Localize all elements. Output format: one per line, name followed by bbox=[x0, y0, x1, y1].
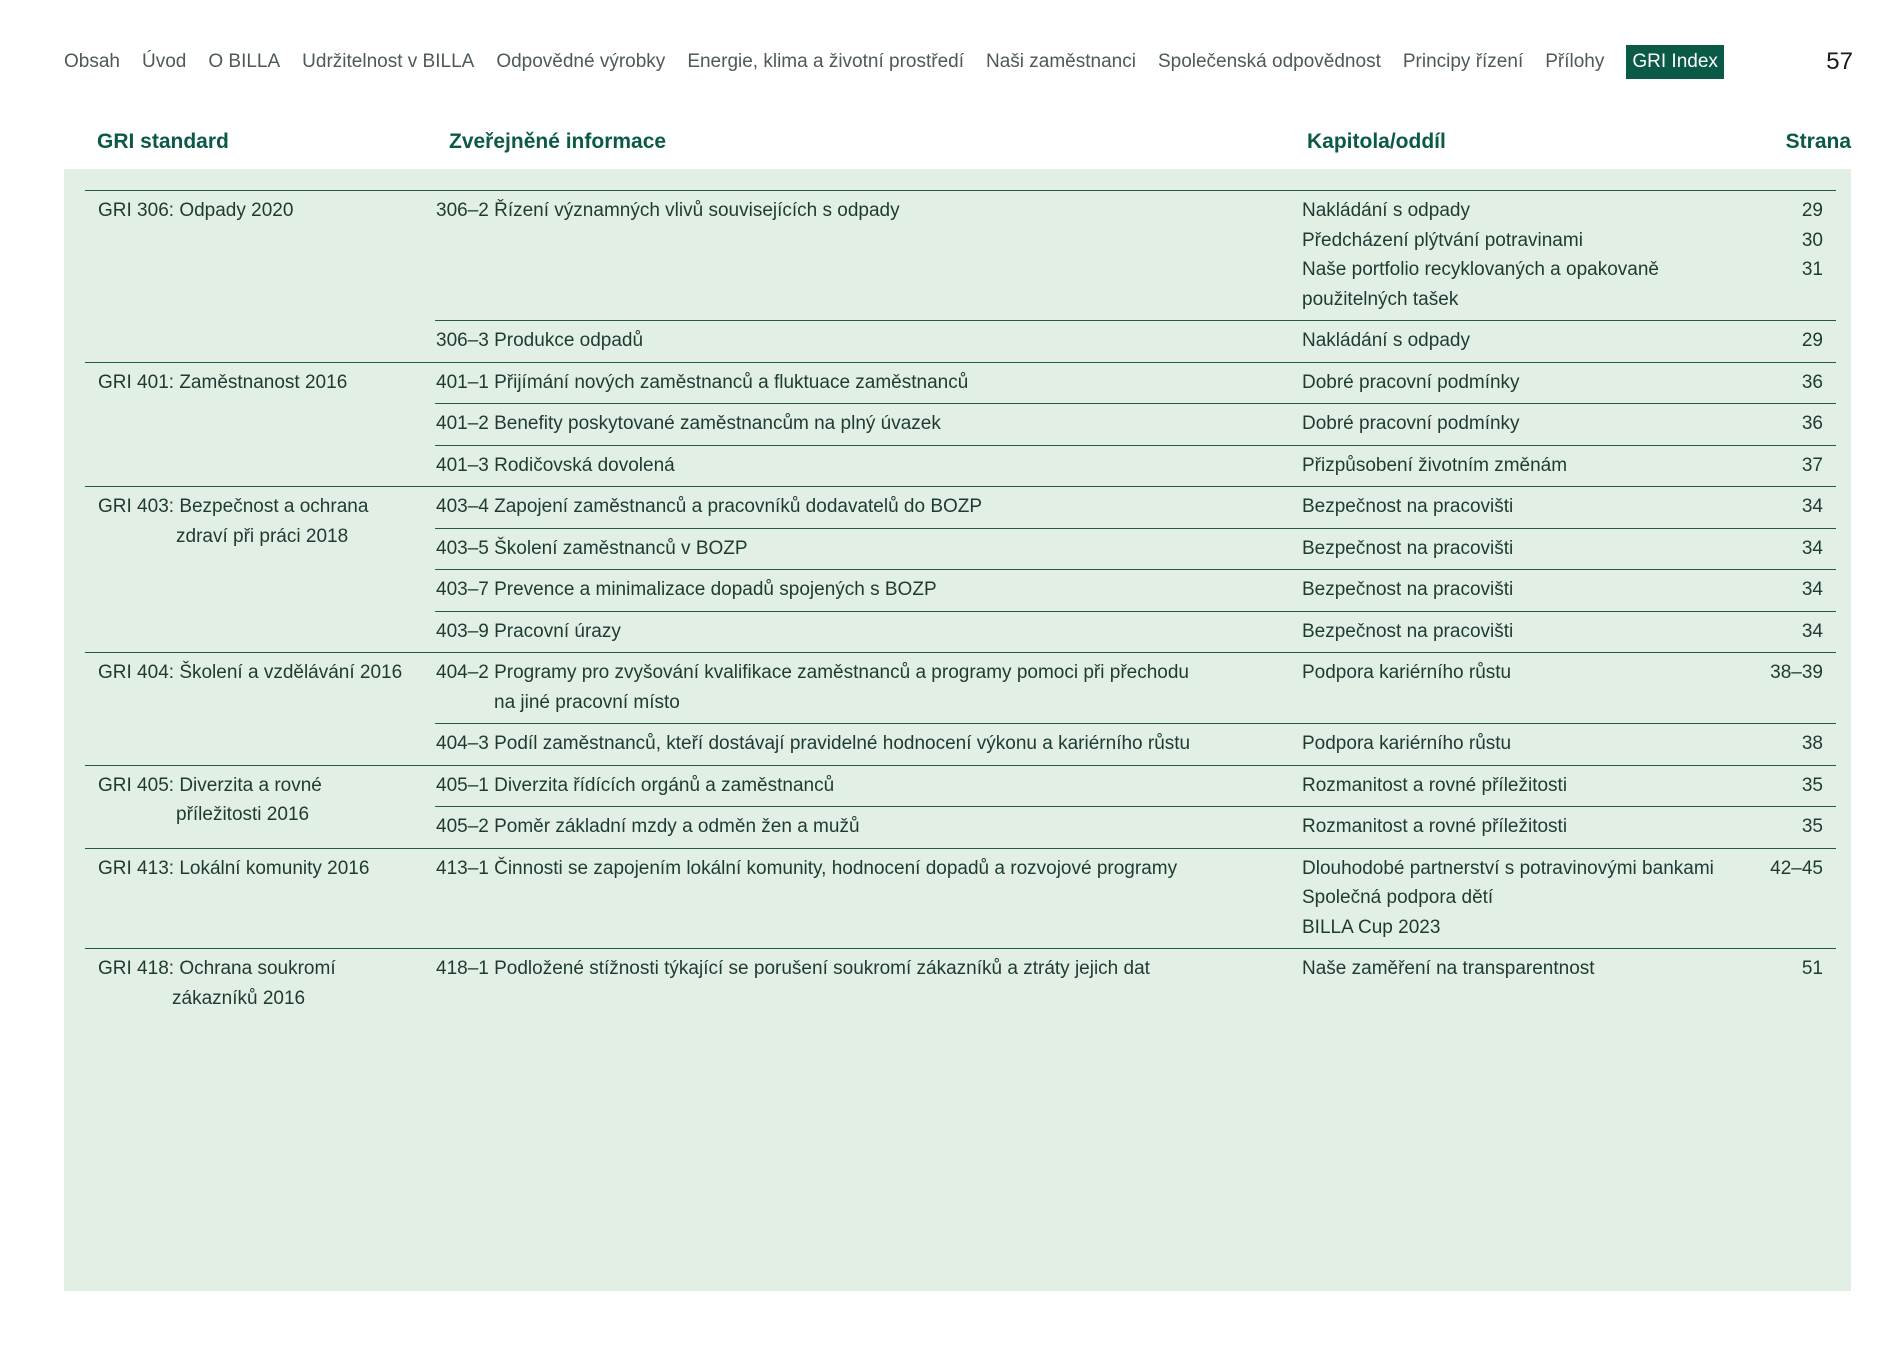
nav-item-3[interactable]: Udržitelnost v BILLA bbox=[302, 51, 475, 72]
chapter-cell bbox=[1299, 575, 1759, 605]
disclosure-text: 403–7 Prevence a minimalizace dopadů spojených s BOZP bbox=[436, 579, 937, 600]
gri-group-rows bbox=[435, 191, 1836, 362]
page-cell bbox=[1759, 617, 1836, 647]
disclosure-text: 403–9 Pracovní úrazy bbox=[436, 620, 621, 642]
table-row bbox=[435, 487, 1836, 529]
disclosure-text: 404–3 Podíl zaměstnanců, kteří dostávají pravidelné hodnocení výkonu a kariérního růstu bbox=[436, 733, 1191, 754]
disclosure-cell bbox=[435, 451, 1299, 481]
page-cell bbox=[1759, 409, 1836, 439]
chapter-cell bbox=[1299, 409, 1759, 439]
table-header bbox=[64, 130, 1851, 162]
page-number-value: 34 bbox=[1801, 537, 1823, 559]
nav-item-6[interactable]: Naši zaměstnanci bbox=[986, 51, 1136, 72]
chapter-cell bbox=[1299, 617, 1759, 647]
header-page: Strana bbox=[1785, 130, 1851, 153]
gri-group bbox=[85, 363, 1836, 488]
page-number-value bbox=[1759, 883, 1823, 913]
table-row bbox=[435, 807, 1836, 848]
chapter-link[interactable]: Bezpečnost na pracovišti bbox=[1302, 537, 1514, 559]
disclosure-cell bbox=[435, 409, 1299, 439]
disclosure-text: 413–1 Činnosti se zapojením lokální komunity, hodnocení dopadů a rozvojové programy bbox=[436, 857, 1178, 879]
page-number-value: 30 bbox=[1801, 229, 1823, 251]
gri-group-rows bbox=[435, 849, 1836, 949]
page-number-value: 37 bbox=[1801, 454, 1823, 476]
page-number-value: 38–39 bbox=[1770, 662, 1823, 683]
disclosure-cell bbox=[435, 534, 1299, 564]
chapter-link[interactable]: Naše portfolio recyklovaných a opakovaně bbox=[1302, 259, 1659, 280]
page-cell bbox=[1759, 954, 1836, 984]
chapter-link[interactable]: Bezpečnost na pracovišti bbox=[1302, 496, 1514, 517]
gri-group bbox=[85, 766, 1836, 849]
chapter-cell bbox=[1299, 368, 1759, 398]
chapter-cell bbox=[1299, 812, 1759, 842]
table-row bbox=[435, 724, 1836, 765]
disclosure-cell bbox=[435, 658, 1299, 717]
nav-item-0[interactable]: Obsah bbox=[64, 51, 120, 72]
gri-standard-cell bbox=[85, 949, 435, 1013]
chapter-cell bbox=[1299, 451, 1759, 481]
chapter-cell bbox=[1299, 771, 1759, 801]
chapter-link[interactable]: Přizpůsobení životním změnám bbox=[1302, 454, 1568, 476]
page-number-value: 38 bbox=[1801, 733, 1823, 754]
disclosure-cell bbox=[435, 368, 1299, 398]
page-number-value: 35 bbox=[1801, 816, 1823, 837]
table-row bbox=[435, 849, 1836, 949]
page-number-value: 51 bbox=[1801, 958, 1823, 979]
nav-item-9[interactable]: Přílohy bbox=[1545, 51, 1605, 72]
chapter-link[interactable]: Předcházení plýtvání potravinami bbox=[1302, 229, 1583, 251]
disclosure-cell bbox=[435, 954, 1299, 984]
disclosure-cell bbox=[435, 617, 1299, 647]
chapter-link[interactable]: Dobré pracovní podmínky bbox=[1302, 371, 1520, 393]
gri-group bbox=[85, 653, 1836, 766]
page-number-value bbox=[1759, 913, 1823, 943]
table-row bbox=[435, 191, 1836, 321]
page-cell bbox=[1759, 368, 1836, 398]
disclosure-cell bbox=[435, 812, 1299, 842]
gri-group bbox=[85, 849, 1836, 950]
gri-group-rows bbox=[435, 653, 1836, 765]
gri-standard-cell bbox=[85, 849, 435, 949]
disclosure-text: 418–1 Podložené stížnosti týkající se porušení soukromí zákazníků a ztráty jejich dat bbox=[436, 958, 1150, 979]
page-number-value: 42–45 bbox=[1770, 857, 1823, 879]
page-number-value: 29 bbox=[1801, 200, 1823, 221]
page-cell bbox=[1759, 492, 1836, 522]
gri-standard-text: příležitosti 2016 bbox=[176, 804, 310, 825]
page-number-value: 35 bbox=[1801, 774, 1823, 796]
disclosure-text: 401–1 Přijímání nových zaměstnanců a fluktuace zaměstnanců bbox=[436, 371, 969, 393]
header-disclosure: Zveřejněné informace bbox=[449, 130, 667, 153]
nav-item-2[interactable]: O BILLA bbox=[208, 51, 281, 72]
page-cell bbox=[1759, 658, 1836, 717]
disclosure-text: 401–3 Rodičovská dovolená bbox=[436, 454, 675, 476]
disclosure-text: 405–1 Diverzita řídících orgánů a zaměstnanců bbox=[436, 774, 835, 796]
disclosure-text: 306–2 Řízení významných vlivů souvisejících s odpady bbox=[436, 200, 900, 221]
disclosure-text: 405–2 Poměr základní mzdy a odměn žen a mužů bbox=[436, 816, 860, 837]
gri-standard-text: zákazníků 2016 bbox=[172, 987, 306, 1009]
gri-group bbox=[85, 949, 1836, 1013]
gri-standard-text: GRI 306: Odpady 2020 bbox=[98, 200, 294, 221]
table-row bbox=[435, 321, 1836, 362]
chapter-link[interactable]: Bezpečnost na pracovišti bbox=[1302, 579, 1514, 600]
gri-standard-cell bbox=[85, 363, 435, 487]
disclosure-cell bbox=[435, 771, 1299, 801]
gri-group bbox=[85, 191, 1836, 363]
chapter-cell bbox=[1299, 534, 1759, 564]
chapter-link[interactable]: Dlouhodobé partnerství s potravinovými bankami bbox=[1302, 857, 1714, 879]
gri-group-rows bbox=[435, 766, 1836, 848]
gri-table-body bbox=[85, 190, 1836, 1013]
page-number-value: 34 bbox=[1801, 579, 1823, 600]
disclosure-text: 401–2 Benefity poskytované zaměstnancům na plný úvazek bbox=[436, 413, 941, 434]
table-row bbox=[435, 363, 1836, 405]
chapter-link[interactable]: Bezpečnost na pracovišti bbox=[1302, 620, 1514, 642]
disclosure-text: 403–4 Zapojení zaměstnanců a pracovníků dodavatelů do BOZP bbox=[436, 496, 983, 517]
page-cell bbox=[1759, 854, 1836, 943]
page-cell bbox=[1759, 451, 1836, 481]
page-number-value: 31 bbox=[1801, 259, 1823, 280]
page-cell bbox=[1759, 534, 1836, 564]
page-cell bbox=[1759, 326, 1836, 356]
disclosure-text: 403–5 Školení zaměstnanců v BOZP bbox=[436, 537, 748, 559]
page-number-value: 29 bbox=[1801, 330, 1823, 351]
nav-item-5[interactable]: Energie, klima a životní prostředí bbox=[687, 51, 964, 72]
gri-standard-cell bbox=[85, 653, 435, 765]
table-row bbox=[435, 404, 1836, 446]
page-number-value: 34 bbox=[1801, 496, 1823, 517]
chapter-cell bbox=[1299, 729, 1759, 759]
chapter-link[interactable]: Podpora kariérního růstu bbox=[1302, 733, 1512, 754]
table-row bbox=[435, 949, 1836, 990]
chapter-cell bbox=[1299, 854, 1759, 943]
disclosure-text: na jiné pracovní místo bbox=[494, 691, 680, 713]
gri-standard-text: GRI 404: Školení a vzdělávání 2016 bbox=[98, 662, 403, 683]
table-row bbox=[435, 446, 1836, 487]
chapter-link[interactable]: BILLA Cup 2023 bbox=[1302, 916, 1441, 938]
gri-standard-text: GRI 403: Bezpečnost a ochrana bbox=[98, 496, 369, 517]
disclosure-cell bbox=[435, 326, 1299, 356]
disclosure-cell bbox=[435, 729, 1299, 759]
nav-item-8[interactable]: Principy řízení bbox=[1402, 51, 1524, 72]
page-cell bbox=[1759, 729, 1836, 759]
chapter-link[interactable]: Rozmanitost a rovné příležitosti bbox=[1302, 816, 1568, 837]
gri-standard-text: GRI 413: Lokální komunity 2016 bbox=[98, 857, 370, 879]
gri-standard-text: GRI 401: Zaměstnanost 2016 bbox=[98, 371, 348, 393]
nav-item-7[interactable]: Společenská odpovědnost bbox=[1157, 51, 1381, 72]
chapter-cell bbox=[1299, 326, 1759, 356]
gri-table-panel bbox=[64, 169, 1851, 1291]
gri-group-rows bbox=[435, 487, 1836, 652]
gri-standard-cell bbox=[85, 487, 435, 652]
disclosure-text: 404–2 Programy pro zvyšování kvalifikace zaměstnanců a programy pomoci při přechodu bbox=[436, 662, 1189, 683]
chapter-cell bbox=[1299, 658, 1759, 717]
page-number-value: 36 bbox=[1801, 371, 1823, 393]
gri-standard-cell bbox=[85, 766, 435, 848]
table-row bbox=[435, 766, 1836, 808]
table-row bbox=[435, 529, 1836, 571]
table-row bbox=[435, 570, 1836, 612]
table-row bbox=[435, 653, 1836, 724]
chapter-link[interactable]: Podpora kariérního růstu bbox=[1302, 662, 1512, 683]
disclosure-text: 306–3 Produkce odpadů bbox=[436, 330, 644, 351]
page-cell bbox=[1759, 812, 1836, 842]
chapter-link[interactable]: Nakládání s odpady bbox=[1302, 200, 1470, 221]
gri-standard-text: GRI 405: Diverzita a rovné bbox=[98, 774, 322, 796]
chapter-cell bbox=[1299, 492, 1759, 522]
page-number-value bbox=[1759, 285, 1823, 315]
chapter-cell bbox=[1299, 954, 1759, 984]
chapter-link[interactable]: Naše zaměření na transparentnost bbox=[1302, 958, 1595, 979]
gri-standard-text: zdraví při práci 2018 bbox=[176, 525, 349, 547]
nav-item-10[interactable]: GRI Index bbox=[1626, 45, 1724, 79]
nav-item-1[interactable]: Úvod bbox=[141, 51, 187, 72]
disclosure-cell bbox=[435, 196, 1299, 314]
page-cell bbox=[1759, 771, 1836, 801]
chapter-cell bbox=[1299, 196, 1759, 314]
gri-group-rows bbox=[435, 949, 1836, 1013]
gri-standard-cell bbox=[85, 191, 435, 362]
page-cell bbox=[1759, 575, 1836, 605]
top-navigation bbox=[64, 44, 1724, 80]
disclosure-cell bbox=[435, 492, 1299, 522]
page-number-value: 36 bbox=[1801, 413, 1823, 434]
chapter-link[interactable]: Společná podpora dětí bbox=[1302, 887, 1494, 908]
disclosure-cell bbox=[435, 854, 1299, 943]
header-gri-standard: GRI standard bbox=[97, 130, 229, 153]
chapter-link[interactable]: Dobré pracovní podmínky bbox=[1302, 413, 1520, 434]
chapter-link[interactable]: použitelných tašek bbox=[1302, 288, 1459, 310]
nav-item-4[interactable]: Odpovědné výrobky bbox=[496, 51, 666, 72]
table-row bbox=[435, 612, 1836, 653]
header-chapter: Kapitola/oddíl bbox=[1307, 130, 1446, 153]
page-number: 57 bbox=[1826, 48, 1853, 75]
gri-group-rows bbox=[435, 363, 1836, 487]
disclosure-cell bbox=[435, 575, 1299, 605]
gri-group bbox=[85, 487, 1836, 653]
page-number-value: 34 bbox=[1801, 620, 1823, 642]
chapter-link[interactable]: Nakládání s odpady bbox=[1302, 330, 1470, 351]
page-cell bbox=[1759, 196, 1836, 314]
gri-standard-text: GRI 418: Ochrana soukromí bbox=[98, 958, 336, 979]
chapter-link[interactable]: Rozmanitost a rovné příležitosti bbox=[1302, 774, 1568, 796]
